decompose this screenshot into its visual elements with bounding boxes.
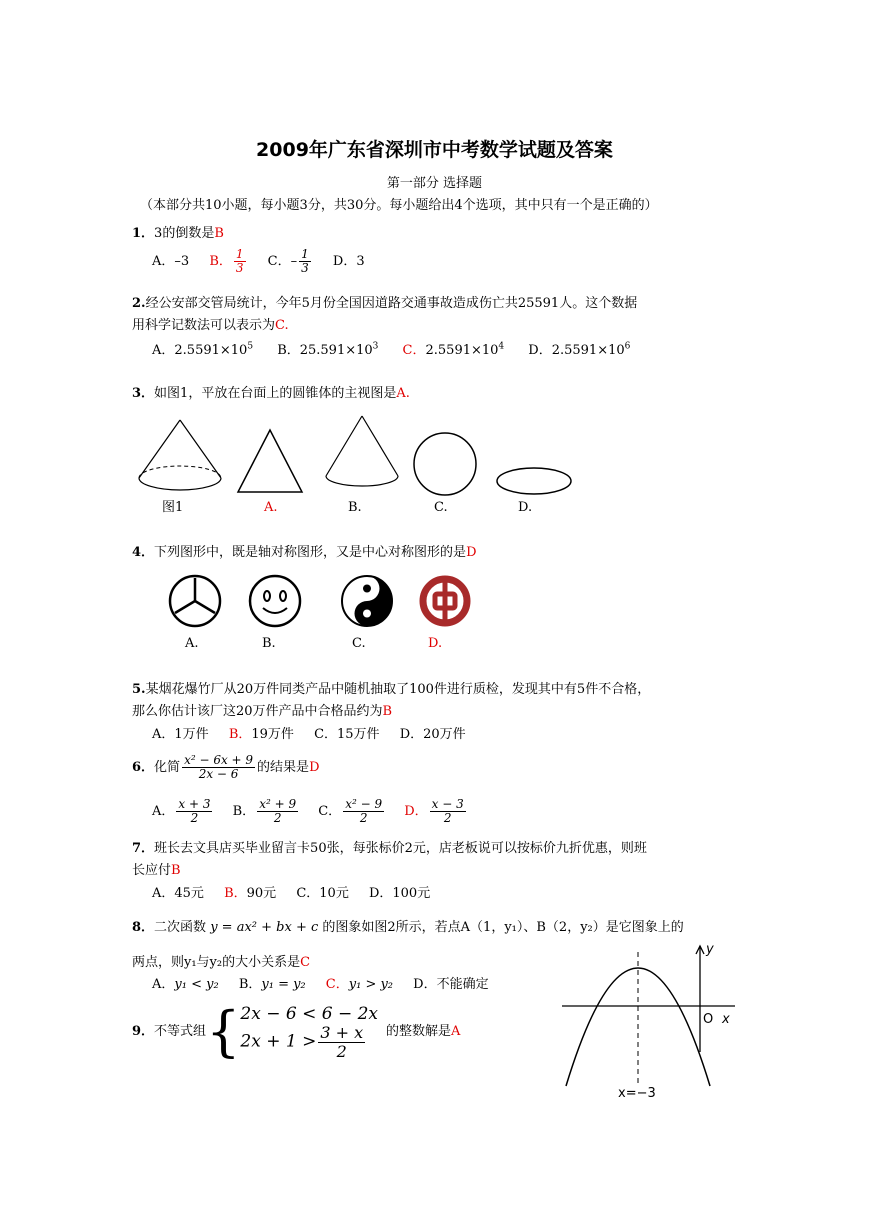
option-c-label: C.	[434, 500, 448, 515]
option-c: C．$2.5591\times 10^4$	[402, 342, 505, 359]
option-c: C．15万件	[314, 727, 380, 742]
question-stem: 3的倒数是	[154, 226, 215, 241]
question-number: 7．	[132, 841, 155, 856]
question-9	[132, 1000, 461, 1064]
q2-options	[152, 342, 630, 360]
option-a: A．–3	[152, 254, 190, 270]
option-d: D．$2.5591\times 10^6$	[528, 342, 631, 359]
figure-1-label: 图1	[162, 500, 184, 515]
option-b: B．$25.591\times 10^3$	[277, 342, 379, 359]
option-b-label: B.	[348, 500, 362, 515]
option-b: B．19万件	[228, 727, 294, 742]
option-a-label: A.	[264, 500, 278, 515]
benz-symbol	[168, 574, 224, 630]
q6-options	[152, 798, 468, 825]
option-b: B．90元	[224, 886, 277, 901]
answer: B	[382, 704, 393, 719]
question-5	[132, 682, 650, 699]
question-number: 8．	[132, 920, 155, 935]
answer: D	[466, 545, 477, 560]
answer: B	[171, 863, 181, 878]
inequality-system	[240, 1004, 378, 1061]
option-d: D．20万件	[399, 727, 466, 742]
option-b-cone	[322, 414, 402, 494]
option-c: C．y₁ > y₂	[325, 977, 394, 992]
question-1	[132, 226, 224, 243]
answer: D	[309, 760, 320, 776]
question-7	[132, 841, 647, 858]
question-6	[132, 754, 320, 781]
question-stem-line1: 某烟花爆竹厂从20万件同类产品中随机抽取了100件进行质检，发现其中有5件不合格，	[145, 682, 651, 697]
brace: {	[206, 1000, 241, 1064]
option-c-label: C.	[352, 636, 366, 651]
graph-origin-label: O	[703, 1012, 714, 1027]
answer: A	[451, 1023, 461, 1039]
question-number: 6．	[132, 760, 155, 776]
question-stem: 如图1，平放在台面上的圆锥体的主视图是	[154, 386, 397, 401]
question-fraction: $\frac{\text{x² − 6x + 9}}{2x - 6}$	[184, 753, 254, 782]
question-7-line2	[132, 863, 181, 880]
page-title: 2009年广东省深圳市中考数学试题及答案	[256, 139, 613, 161]
answer: A.	[396, 386, 410, 401]
bank-of-china-logo	[418, 574, 474, 630]
question-number: 5.	[132, 682, 146, 697]
question-number: 1．	[132, 226, 155, 241]
option-c: C． $\frac{\text{x² − 9}}{2}$	[318, 797, 383, 826]
question-5-line2	[132, 704, 392, 721]
option-b-label: B．	[209, 254, 232, 270]
option-a: A．y₁ < y₂	[152, 977, 219, 992]
question-formula: y = ax² + bx + c	[210, 920, 319, 935]
question-stem-pre: 二次函数	[154, 920, 207, 935]
question-stem-line2: 用科学记数法可以表示为	[132, 318, 276, 333]
option-a-label: A.	[185, 636, 199, 651]
option-d-label: D.	[518, 500, 533, 515]
graph-x-label: x	[722, 1012, 730, 1027]
question-stem-post: 的图象如图2所示，若点A（1，y₁）、B（2，y₂）是它图象上的	[322, 920, 684, 935]
question-3	[132, 386, 410, 403]
option-d: D．100元	[368, 886, 431, 901]
question-number: 2.	[132, 296, 146, 311]
answer: C	[300, 955, 311, 970]
answer: C.	[275, 318, 289, 333]
question-stem-line1: 班长去文具店买毕业留言卡50张，每张标价2元，店老板说可以按标价九折优惠，则班	[154, 841, 647, 856]
option-c-label: C．–	[267, 254, 298, 270]
graph-axis-label: x=−3	[618, 1086, 656, 1101]
option-c-circle	[413, 432, 479, 498]
question-stem-line2: 那么你估计该厂这20万件产品中合格品约为	[132, 704, 383, 719]
question-stem: 下列图形中，既是轴对称图形，又是中心对称图形的是	[154, 545, 467, 560]
question-stem-post: 的整数解是	[386, 1023, 452, 1039]
option-d: D． $\frac{x - 3}{2}$	[404, 797, 464, 826]
question-2	[132, 296, 637, 313]
smiley-face	[248, 574, 304, 630]
option-a: A．1万件	[152, 727, 209, 742]
figure-1-cone	[135, 418, 225, 498]
q5-options	[152, 727, 466, 744]
option-b: B．y₁ = y₂	[238, 977, 306, 992]
q8-options	[152, 977, 489, 994]
option-d-ellipse	[495, 466, 575, 498]
question-4	[132, 545, 477, 562]
question-stem-line1: 经公安部交管局统计，今年5月份全国因道路交通事故造成伤亡共25591人。这个数据	[145, 296, 638, 311]
question-stem-line2: 长应付	[132, 863, 172, 878]
option-a: A．$2.5591\times 10^5$	[152, 342, 254, 359]
option-d-label: D.	[428, 636, 443, 651]
option-a-triangle	[236, 428, 306, 496]
inequality-1: 2x − 6 < 6 − 2x	[240, 1004, 379, 1024]
option-c: C．10元	[296, 886, 349, 901]
yin-yang	[340, 574, 396, 630]
option-d: D．3	[332, 254, 365, 270]
question-8	[132, 920, 684, 937]
question-number: 4．	[132, 545, 155, 560]
question-stem-pre: 化简	[154, 760, 181, 776]
graph-y-label: y	[706, 942, 714, 957]
inequality-2: 2x + 1 > $\frac{3 + x}{2}$	[240, 1023, 364, 1061]
answer: B	[214, 226, 224, 241]
q1-options	[152, 248, 365, 275]
question-stem: 不等式组	[154, 1023, 207, 1039]
question-stem-line2: 两点，则y₁与y₂的大小关系是	[132, 955, 301, 970]
question-number: 9．	[132, 1023, 155, 1039]
question-8-line2	[132, 955, 310, 972]
option-b-fraction: $\frac{1}{3}$	[235, 247, 244, 276]
option-d: D．不能确定	[413, 977, 489, 992]
option-b-label: B.	[262, 636, 276, 651]
option-b: B． $\frac{\text{x² + 9}}{2}$	[232, 797, 297, 826]
section-intro: （本部分共10小题，每小题3分，共30分。每小题给出4个选项，其中只有一个是正确的）	[140, 198, 658, 213]
question-2-line2	[132, 318, 289, 335]
section-heading: 第一部分 选择题	[386, 176, 483, 191]
option-a: A． $\frac{x + 3}{2}$	[152, 797, 211, 826]
question-stem-post: 的结果是	[257, 760, 310, 776]
q7-options	[152, 886, 430, 903]
question-number: 3．	[132, 386, 155, 401]
option-a: A．45元	[152, 886, 204, 901]
option-c-fraction: $\frac{1}{3}$	[301, 247, 309, 276]
